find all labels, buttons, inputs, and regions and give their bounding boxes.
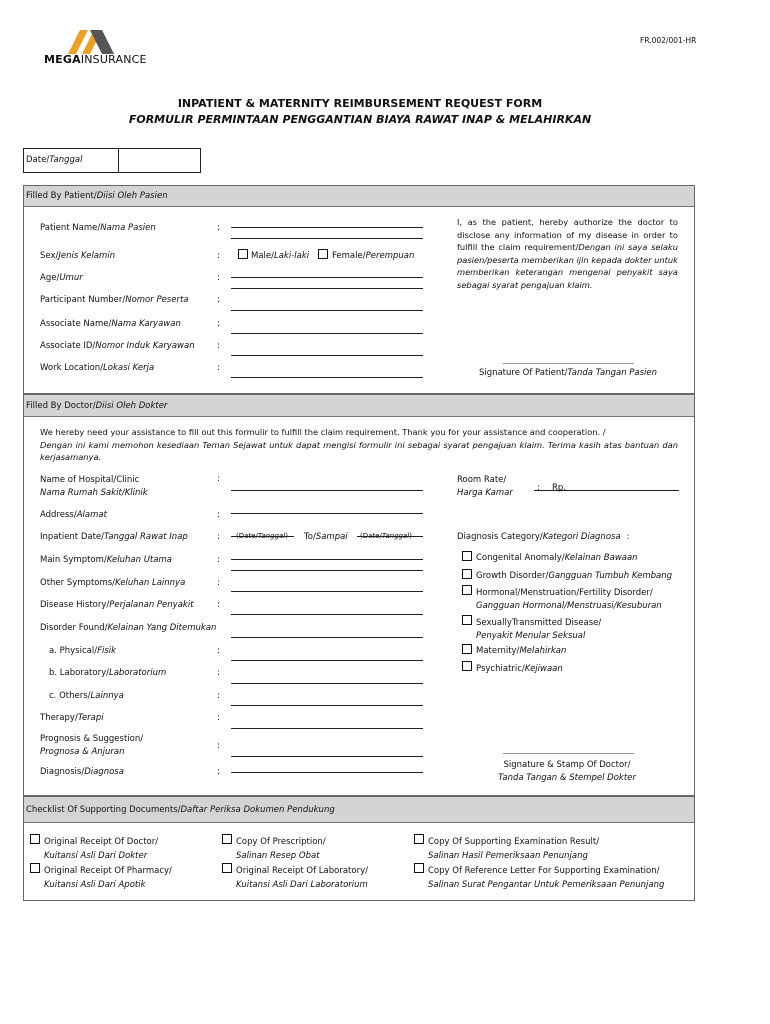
colon: : bbox=[217, 295, 220, 305]
doctor-signature-line[interactable] bbox=[503, 753, 634, 754]
patient-signature-label: Signature Of Patient/Tanda Tangan Pasien bbox=[478, 368, 658, 378]
doctor-intro-text: We hereby need your assistance to fill out this formulir to fulfill the claim requirement. Thank you for your assistance and cooperation. / Dengan ini kami memohon kesediaan Teman Sejawat untuk dapat mengisi formulir ini sebagai syarat pengajuan klaim. Terima kasih atas bantuan dan kerjasamanya. bbox=[40, 427, 678, 463]
inpatient-start-input[interactable] bbox=[231, 536, 294, 537]
others-label: c. Others/Lainnya bbox=[49, 691, 124, 701]
category-hormonal-checkbox[interactable] bbox=[462, 585, 472, 595]
female-label: Female/Perempuan bbox=[332, 251, 415, 261]
sex-top-line bbox=[231, 238, 423, 239]
colon: : bbox=[217, 691, 220, 701]
male-checkbox[interactable] bbox=[238, 249, 248, 259]
checklist-doctor-receipt-label: Original Receipt Of Doctor/ Kuitansi Asli Dari Dokter bbox=[44, 837, 159, 861]
disease-history-input[interactable] bbox=[231, 614, 423, 615]
main-symptom-label: Main Symptom/Keluhan Utama bbox=[40, 555, 172, 565]
category-congenital-checkbox[interactable] bbox=[462, 551, 472, 561]
checklist-prescription-checkbox[interactable] bbox=[222, 834, 232, 844]
participant-number-line bbox=[231, 310, 423, 311]
category-psychiatric-label: Psychiatric/Kejiwaan bbox=[476, 664, 563, 674]
address-label: Address/Alamat bbox=[40, 510, 107, 520]
colon: : bbox=[217, 510, 220, 520]
colon: : bbox=[217, 578, 220, 588]
colon: : bbox=[217, 668, 220, 678]
mega-logo-icon bbox=[68, 30, 114, 54]
date-label: Date/Tanggal bbox=[24, 149, 119, 172]
disorder-found-label: Disorder Found/Kelainan Yang Ditemukan bbox=[40, 623, 217, 633]
category-maternity-label: Maternity/Melahirkan bbox=[476, 646, 567, 656]
colon: : bbox=[217, 741, 220, 751]
colon: : bbox=[217, 223, 220, 233]
associate-name-input[interactable] bbox=[231, 333, 423, 334]
laboratory-label: b. Laboratory/Laboratorium bbox=[49, 668, 167, 678]
male-label: Male/Laki-laki bbox=[251, 251, 310, 261]
checklist-doctor-receipt-checkbox[interactable] bbox=[30, 834, 40, 844]
others-input[interactable] bbox=[231, 705, 423, 706]
inpatient-end-input[interactable] bbox=[357, 536, 423, 537]
colon: : bbox=[217, 251, 220, 261]
colon: : bbox=[217, 341, 220, 351]
doctor-section-heading: Filled By Doctor/Diisi Oleh Dokter bbox=[24, 395, 694, 417]
category-std-checkbox[interactable] bbox=[462, 615, 472, 625]
checklist-pharmacy-receipt-checkbox[interactable] bbox=[30, 863, 40, 873]
participant-number-input[interactable] bbox=[231, 288, 423, 289]
date-input[interactable] bbox=[120, 149, 198, 172]
category-hormonal-label: Hormonal/Menstruation/Fertility Disorder/ Gangguan Hormonal/Menstruasi/Kesuburan bbox=[476, 588, 662, 611]
colon: : bbox=[217, 319, 220, 329]
inpatient-start-hint: (Date/Tanggal) bbox=[236, 532, 288, 540]
checklist-prescription-label: Copy Of Prescription/ Salinan Resep Obat bbox=[236, 837, 326, 861]
age-input[interactable] bbox=[231, 277, 423, 278]
checklist-section-heading: Checklist Of Supporting Documents/Daftar Periksa Dokumen Pendukung bbox=[24, 797, 694, 823]
prognosis-label: Prognosis & Suggestion/ Prognosa & Anjuran bbox=[40, 734, 144, 757]
other-symptoms-input[interactable] bbox=[231, 570, 423, 571]
colon: : bbox=[217, 363, 220, 373]
form-title-indonesian: FORMULIR PERMINTAAN PENGGANTIAN BIAYA RAWAT INAP & MELAHIRKAN bbox=[128, 113, 592, 126]
disease-history-label: Disease History/Perjalanan Penyakit bbox=[40, 600, 194, 610]
rupiah-label: Rp. bbox=[552, 483, 567, 493]
category-congenital-label: Congenital Anomaly/Kelainan Bawaan bbox=[476, 553, 638, 563]
checklist-pharmacy-receipt-label: Original Receipt Of Pharmacy/ Kuitansi Asli Dari Apotik bbox=[44, 866, 172, 890]
age-label: Age/Umur bbox=[40, 273, 83, 283]
physical-input[interactable] bbox=[231, 660, 423, 661]
category-maternity-checkbox[interactable] bbox=[462, 644, 472, 654]
colon: : bbox=[217, 767, 220, 777]
room-rate-input[interactable] bbox=[534, 490, 679, 491]
diagnosis-input[interactable] bbox=[231, 772, 423, 773]
prognosis-input[interactable] bbox=[231, 756, 423, 757]
colon: : bbox=[217, 273, 220, 283]
work-location-input[interactable] bbox=[231, 377, 423, 378]
colon: : bbox=[217, 713, 220, 723]
date-field-box bbox=[23, 148, 201, 173]
participant-number-label: Participant Number/Nomor Peserta bbox=[40, 295, 189, 305]
main-symptom-input[interactable] bbox=[231, 559, 423, 560]
colon: : bbox=[217, 474, 220, 484]
form-title-english: INPATIENT & MATERNITY REIMBURSEMENT REQUEST FORM bbox=[177, 97, 543, 110]
document-number: FR.002/001-HR bbox=[640, 36, 697, 45]
therapy-label: Therapy/Terapi bbox=[40, 713, 104, 723]
diagnosis-label: Diagnosis/Diagnosa bbox=[40, 767, 124, 777]
to-label: To/Sampai bbox=[304, 532, 348, 542]
colon: : bbox=[217, 555, 220, 565]
category-std-label: SexuallyTransmitted Disease/ Penyakit Menular Seksual bbox=[476, 618, 602, 641]
physical-label: a. Physical/Fisik bbox=[49, 646, 117, 656]
category-psychiatric-checkbox[interactable] bbox=[462, 661, 472, 671]
checklist-reference-letter-label: Copy Of Reference Letter For Supporting Examination/ Salinan Surat Pengantar Untuk Pemeriksaan Penunjang bbox=[428, 866, 665, 890]
female-checkbox[interactable] bbox=[318, 249, 328, 259]
other-symptoms-label: Other Symptoms/Keluhan Lainnya bbox=[40, 578, 186, 588]
checklist-exam-result-checkbox[interactable] bbox=[414, 834, 424, 844]
inpatient-end-hint: (Date/Tanggal) bbox=[360, 532, 412, 540]
sex-label: Sex/Jenis Kelamin bbox=[40, 251, 116, 261]
checklist-reference-letter-checkbox[interactable] bbox=[414, 863, 424, 873]
hospital-name-label: Name of Hospital/Clinic Nama Rumah Sakit/Klinik bbox=[40, 475, 148, 498]
checklist-laboratory-receipt-label: Original Receipt Of Laboratory/ Kuitansi Asli Dari Laboratorium bbox=[236, 866, 368, 890]
patient-name-input[interactable] bbox=[231, 227, 423, 228]
work-location-label: Work Location/Lokasi Kerja bbox=[40, 363, 155, 373]
patient-section-heading: Filled By Patient/Diisi Oleh Pasien bbox=[24, 186, 694, 207]
associate-id-label: Associate ID/Nomor Induk Karyawan bbox=[40, 341, 195, 351]
disorder-found-line bbox=[231, 637, 423, 638]
checklist-laboratory-receipt-checkbox[interactable] bbox=[222, 863, 232, 873]
room-rate-label: Room Rate/ Harga Kamar bbox=[457, 475, 513, 498]
patient-name-label: Patient Name/Nama Pasien bbox=[40, 223, 156, 233]
patient-authorization-text: I, as the patient, hereby authorize the doctor to disclose any information of my disease in order to fulfill the claim requirement/Dengan ini saya selaku pasien/peserta memberikan ijin kepada dokter untuk memberikan keterangan mengenai penyakit saya sebagai syarat pengajuan klaim. bbox=[457, 217, 678, 290]
checklist-exam-result-label: Copy Of Supporting Examination Result/ Salinan Hasil Pemeriksaan Penunjang bbox=[428, 837, 600, 861]
address-input[interactable] bbox=[231, 513, 423, 514]
laboratory-input[interactable] bbox=[231, 683, 423, 684]
diagnosis-category-label: Diagnosis Category/Kategori Diagnosa : bbox=[457, 532, 630, 542]
other-symptoms-line bbox=[231, 591, 423, 592]
category-growth-checkbox[interactable] bbox=[462, 569, 472, 579]
company-logo-text: MEGAINSURANCE bbox=[44, 53, 147, 66]
category-growth-label: Growth Disorder/Gangguan Tumbuh Kembang bbox=[476, 571, 673, 581]
therapy-input[interactable] bbox=[231, 728, 423, 729]
inpatient-date-label: Inpatient Date/Tanggal Rawat Inap bbox=[40, 532, 188, 542]
colon: : bbox=[537, 483, 540, 493]
hospital-name-input[interactable] bbox=[231, 490, 423, 491]
associate-id-input[interactable] bbox=[231, 355, 423, 356]
associate-name-label: Associate Name/Nama Karyawan bbox=[40, 319, 181, 329]
patient-signature-line[interactable] bbox=[503, 363, 634, 364]
doctor-signature-label: Signature & Stamp Of Doctor/ Tanda Tangan & Stempel Dokter bbox=[498, 760, 636, 783]
colon: : bbox=[217, 600, 220, 610]
colon: : bbox=[217, 646, 220, 656]
colon: : bbox=[217, 532, 220, 542]
